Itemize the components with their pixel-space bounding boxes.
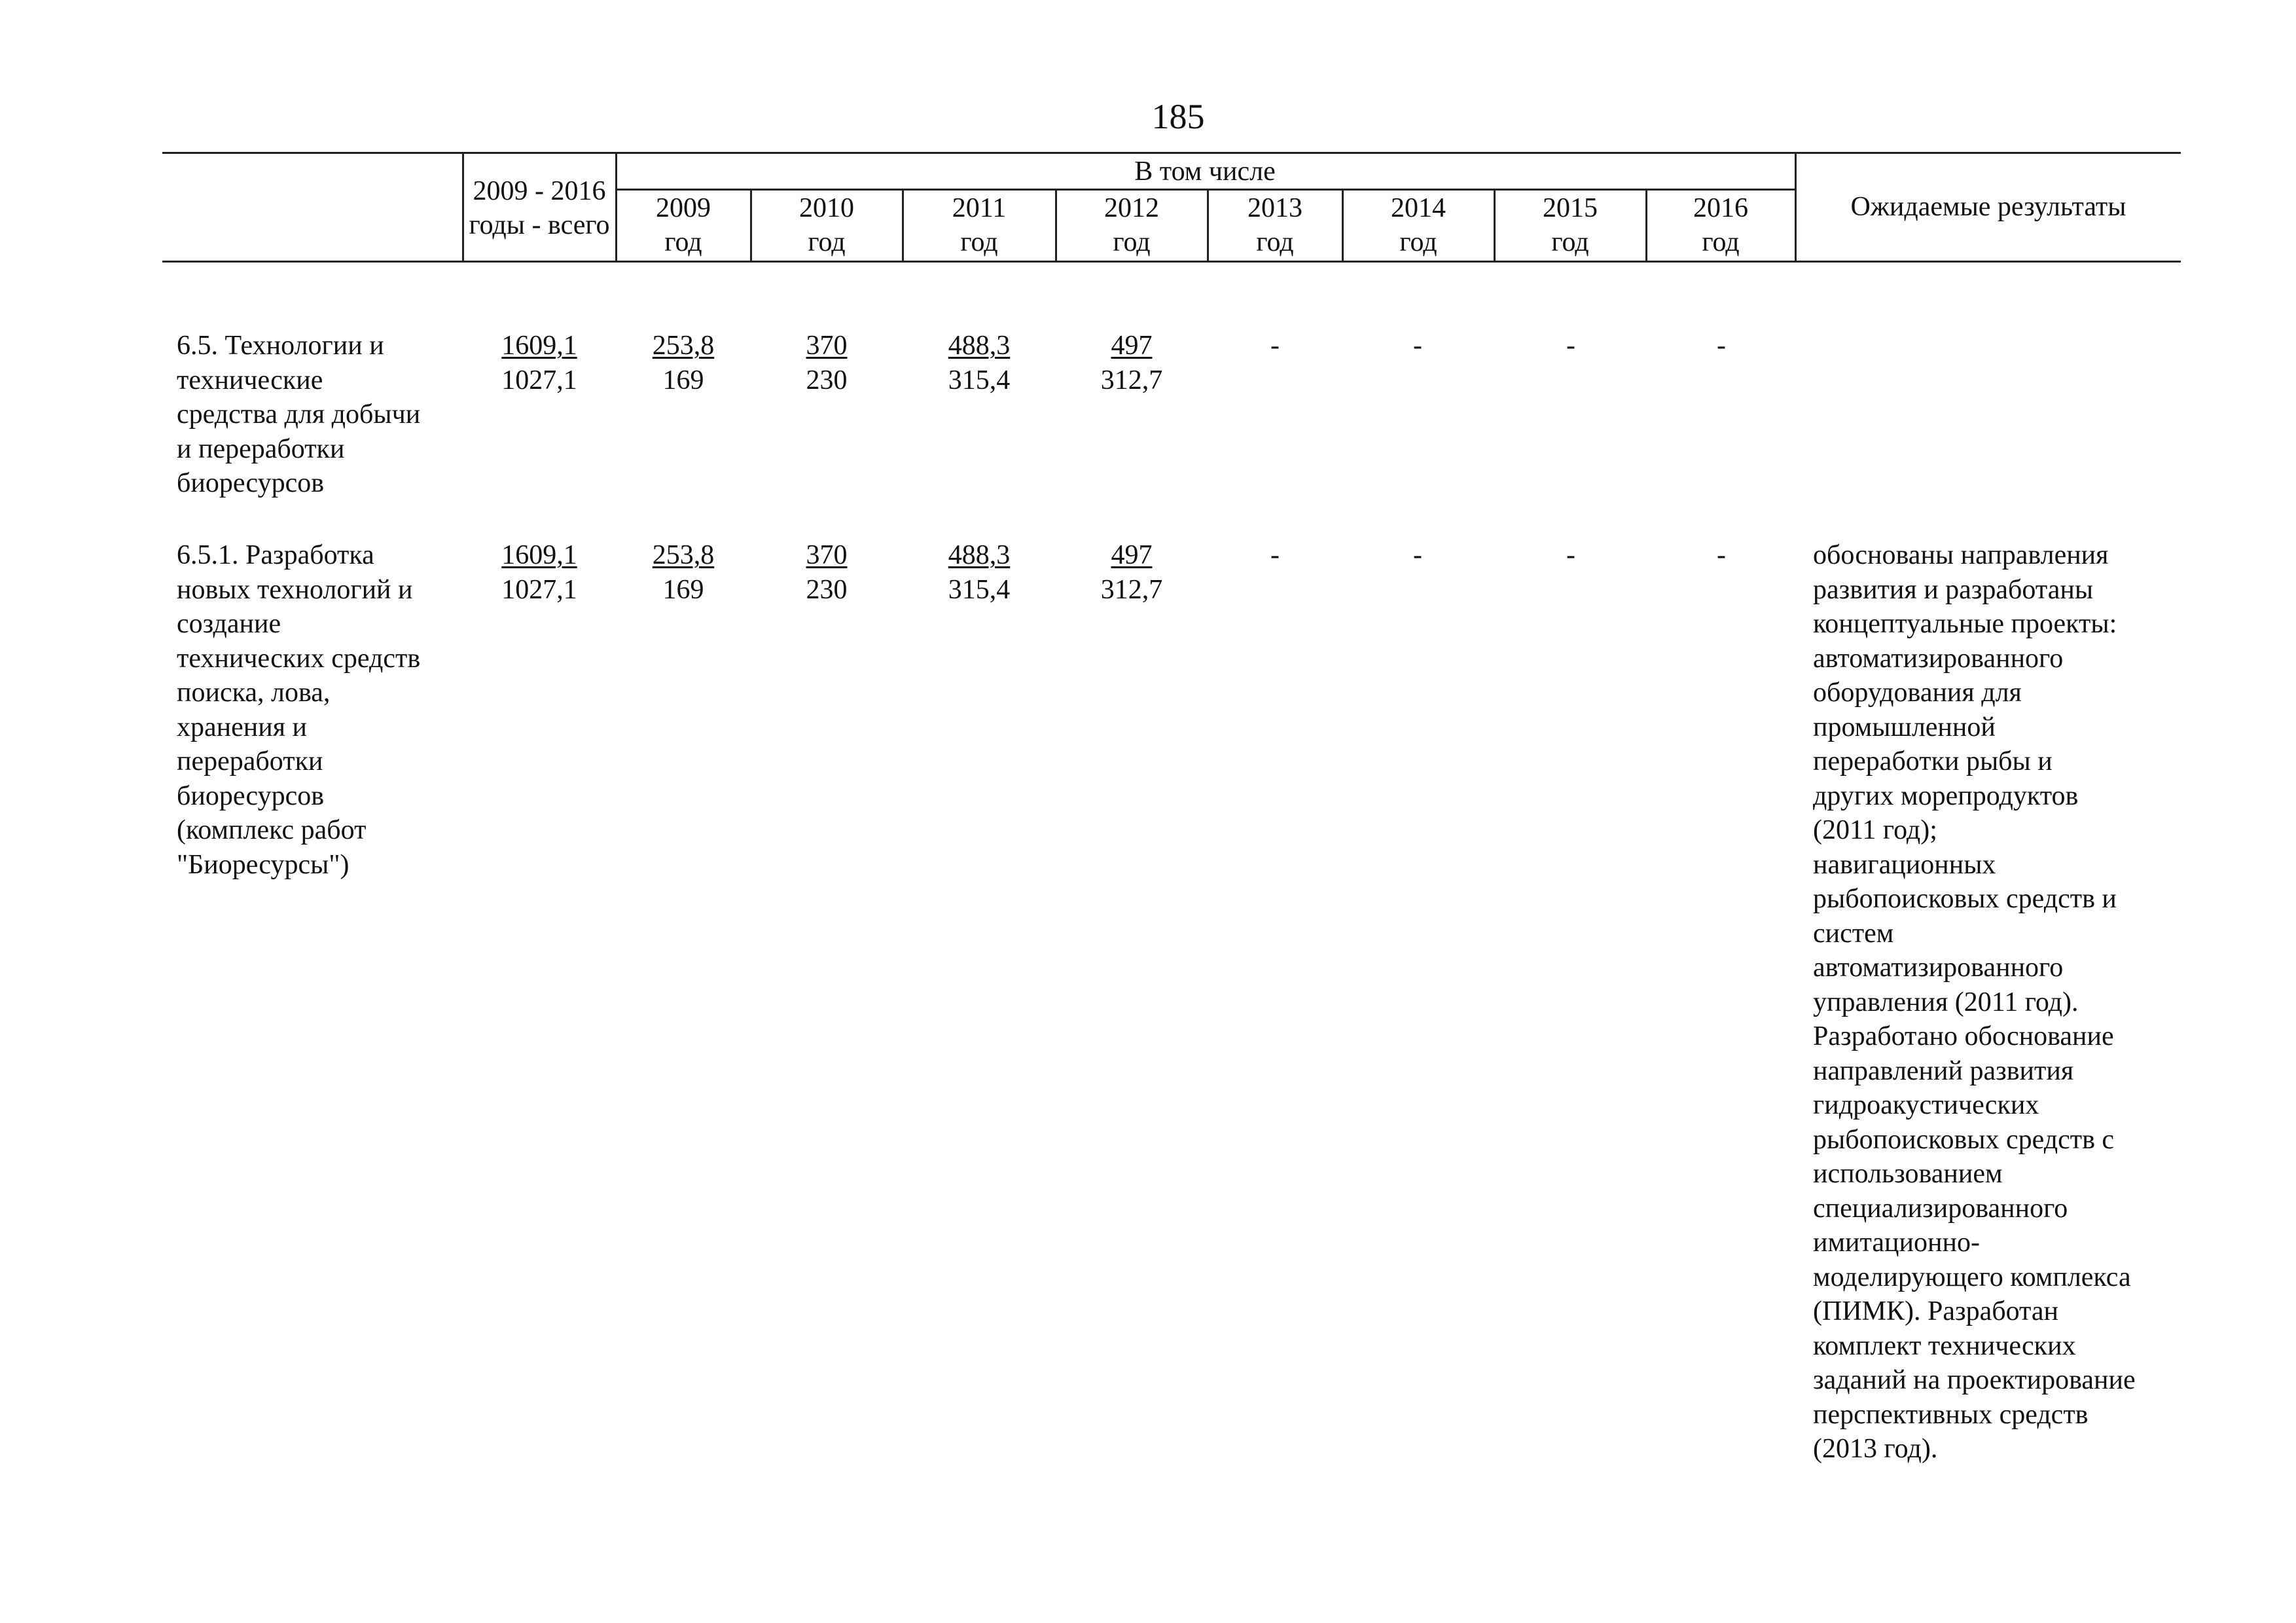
cell-top-value: 253,8: [652, 540, 715, 570]
cell-bottom-value: 169: [662, 365, 704, 395]
year-unit: год: [664, 227, 702, 257]
year-2009-cell: [617, 538, 750, 607]
total-bottom-value: 1027,1: [501, 574, 577, 605]
year-2013-dash: -: [1270, 331, 1280, 361]
year-2011-cell: [903, 538, 1055, 607]
year-label: 2013: [1247, 193, 1302, 223]
year-2010-cell: [751, 538, 902, 607]
header-year-2010: [751, 191, 902, 259]
header-total-column: 2009 - 2016 годы - всего: [469, 176, 610, 240]
row-name: 6.5. Технологии и технические средства для добычи и переработки биоресурсов: [177, 331, 421, 498]
cell-bottom-value: 315,4: [948, 365, 1011, 395]
year-label: 2012: [1104, 193, 1159, 223]
year-unit: год: [1256, 227, 1294, 257]
year-2011-cell: [903, 329, 1055, 397]
cell-top-value: 370: [806, 540, 848, 570]
cell-bottom-value: 312,7: [1100, 365, 1163, 395]
cell-top-value: 497: [1111, 540, 1153, 570]
header-year-2013: [1208, 191, 1342, 259]
year-label: 2016: [1693, 193, 1748, 223]
expected-results-text: обоснованы направления развития и разработаны концептуальные проекты: автоматизированного оборудования для промышленной переработки рыбы и других морепродуктов (2011 год); навигационных рыбопоисковых средств и систем автоматизированного управления (2011 год). Разработано обоснование направлений развития гидроакустических рыбопоисковых средств с использованием специализированного имитационно- моделирующего комплекса (ПИМК). Разработан комплект технических заданий на проектирование перспективных средств (2013 год).: [1813, 540, 2136, 1464]
year-2014-dash: -: [1413, 540, 1422, 570]
year-2016-dash: -: [1717, 540, 1726, 570]
year-unit: год: [1702, 227, 1740, 257]
page-number: 185: [1151, 97, 1205, 136]
cell-top-value: 370: [806, 331, 848, 361]
header-group-label: В том числе: [1134, 156, 1276, 187]
year-unit: год: [1551, 227, 1589, 257]
total-top-value: 1609,1: [501, 331, 577, 361]
header-top-rule: [162, 152, 2181, 154]
year-unit: год: [960, 227, 998, 257]
cell-top-value: 488,3: [948, 540, 1011, 570]
cell-bottom-value: 230: [806, 365, 848, 395]
row-total: [463, 538, 615, 607]
row-name: 6.5.1. Разработка новых технологий и создание технических средств поиска, лова, хранения и переработки биоресурсов (комплекс работ "Биоресурсы"): [177, 540, 421, 880]
cell-top-value: 497: [1111, 331, 1153, 361]
year-2009-cell: [617, 329, 750, 397]
year-label: 2010: [799, 193, 854, 223]
year-2012-cell: [1056, 538, 1207, 607]
year-2016-dash: -: [1717, 331, 1726, 361]
cell-bottom-value: 315,4: [948, 574, 1011, 605]
total-bottom-value: 1027,1: [501, 365, 577, 395]
year-2010-cell: [751, 329, 902, 397]
year-2012-cell: [1056, 329, 1207, 397]
year-2013-dash: -: [1270, 540, 1280, 570]
header-year-2016: [1647, 191, 1795, 259]
year-label: 2015: [1543, 193, 1598, 223]
row-total: [463, 329, 615, 397]
header-year-2015: [1495, 191, 1645, 259]
cell-top-value: 253,8: [652, 331, 715, 361]
year-label: 2009: [656, 193, 711, 223]
year-2015-dash: -: [1566, 331, 1575, 361]
year-label: 2014: [1391, 193, 1446, 223]
header-year-2011: [903, 191, 1055, 259]
year-label: 2011: [952, 193, 1007, 223]
cell-bottom-value: 312,7: [1100, 574, 1163, 605]
header-bottom-rule: [162, 261, 2181, 263]
cell-bottom-value: 230: [806, 574, 848, 605]
cell-bottom-value: 169: [662, 574, 704, 605]
cell-top-value: 488,3: [948, 331, 1011, 361]
header-year-2009: [617, 191, 750, 259]
header-year-2014: [1343, 191, 1494, 259]
year-2014-dash: -: [1413, 331, 1422, 361]
year-unit: год: [1399, 227, 1437, 257]
header-year-2012: [1056, 191, 1207, 259]
total-top-value: 1609,1: [501, 540, 577, 570]
year-2015-dash: -: [1566, 540, 1575, 570]
header-results-column: Ожидаемые результаты: [1850, 192, 2126, 222]
year-unit: год: [1113, 227, 1151, 257]
year-unit: год: [808, 227, 846, 257]
header-group-rule: [615, 189, 1795, 191]
